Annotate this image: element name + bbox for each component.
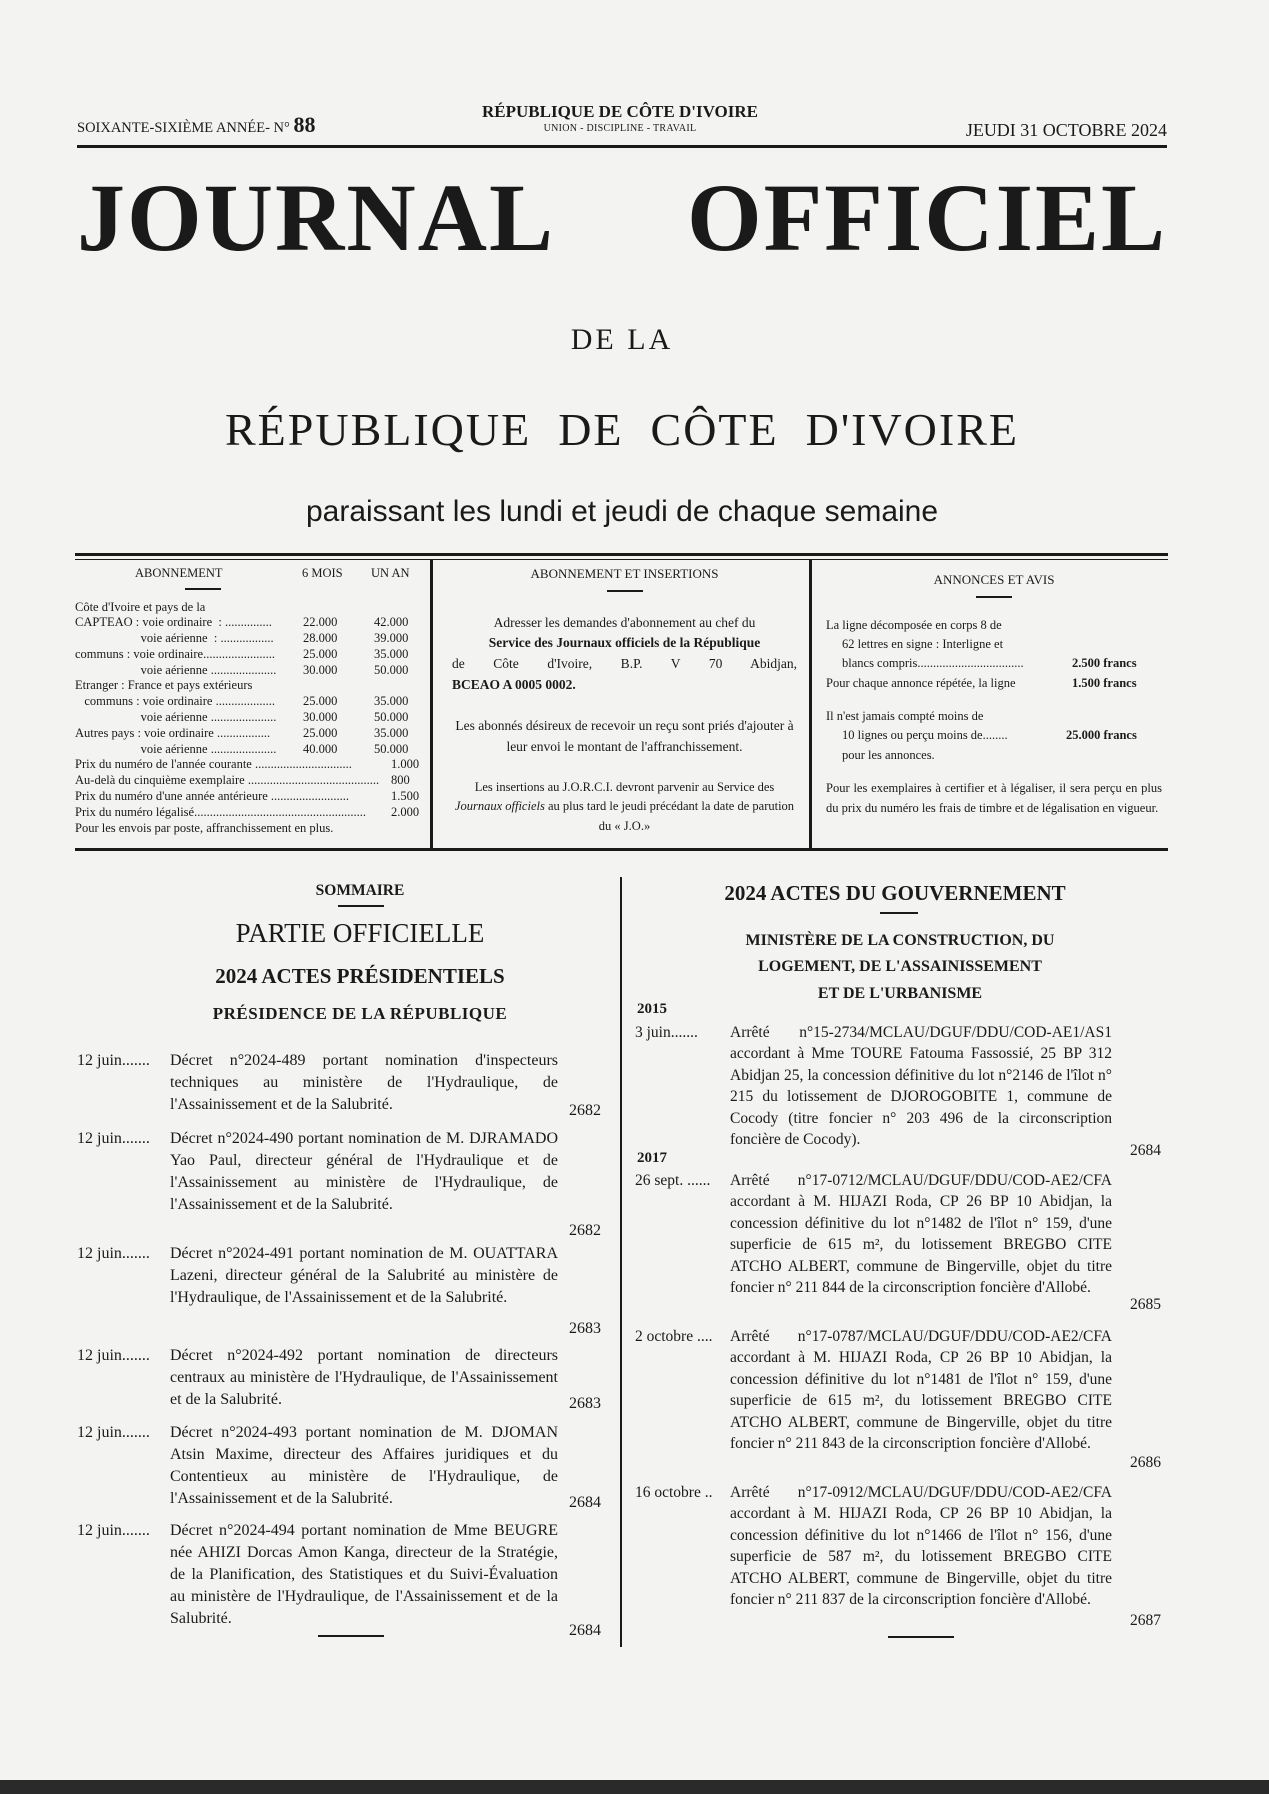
issue-year: SOIXANTE-SIXIÈME ANNÉE- N° bbox=[77, 120, 290, 136]
entry-page: 2683 bbox=[569, 1395, 601, 1412]
rate-row: Autres pays : voie ordinaire ................. 25.000 35.000 bbox=[75, 725, 409, 740]
sommaire-entry[interactable] bbox=[77, 1345, 613, 1411]
entry-date: 12 juin....... bbox=[77, 1424, 150, 1441]
republic-header bbox=[440, 102, 800, 134]
masthead-country: RÉPUBLIQUE DE CÔTE D'IVOIRE bbox=[224, 404, 1019, 455]
sommaire-entry[interactable] bbox=[77, 1243, 613, 1337]
gouvernement-entry[interactable] bbox=[635, 1170, 1170, 1320]
issue-date: JEUDI 31 OCTOBRE 2024 bbox=[965, 120, 1167, 140]
box-top-rule-thin bbox=[75, 559, 1168, 560]
entry-text: Décret n°2024-490 portant nomination de M. DJRAMADO Yao Paul, directeur général de l'Hydraulique et de l'Assainissement au ministère de l'Hydraulique, de l'Assainissement et de la Salubrité. bbox=[170, 1130, 558, 1214]
rate-row: Pour les envois par poste, affranchissement en plus. bbox=[75, 820, 334, 835]
rate-row: communs : voie ordinaire....................... 25.000 35.000 bbox=[75, 646, 409, 661]
issue-number: 88 bbox=[293, 112, 316, 137]
section-end-dash bbox=[888, 1636, 954, 1638]
gouvernement-entry[interactable] bbox=[635, 1482, 1170, 1632]
entry-page: 2684 bbox=[1130, 1142, 1161, 1159]
entry-text: Arrêté n°17-0712/MCLAU/DGUF/DDU/COD-AE2/CFA accordant à M. HIJAZI Roda, CP 26 BP 10 Abidjan, la concession définitive du lot n°1482 de l'îlot n° 159, d'une superficie de 615 m², du lotissement BREGBO CITE ATCHO ALBERT, commune de Bingerville, objet du titre foncier n° 211 844 de la circonscription foncière d'Allobé. bbox=[730, 1172, 1112, 1296]
entry-date: 3 juin....... bbox=[635, 1024, 698, 1041]
header-rule bbox=[77, 145, 1167, 148]
rate-row: voie aérienne : ................. 28.000 39.000 bbox=[75, 631, 409, 646]
entry-text: Arrêté n°17-0787/MCLAU/DGUF/DDU/COD-AE2/CFA accordant à M. HIJAZI Roda, CP 26 BP 10 Abidjan, la concession définitive du lot n°1481 de l'îlot n° 159, d'une superficie de 615 m², du lotissement BREGBO CITE ATCHO ALBERT, commune de Bingerville, objet du titre foncier n° 211 843 de la circonscription foncière d'Allobé. bbox=[730, 1328, 1112, 1452]
rate-row: Prix du numéro d'une année antérieure ......................... 1.500 bbox=[75, 789, 420, 804]
national-motto: UNION - DISCIPLINE - TRAVAIL bbox=[543, 123, 697, 134]
sommaire-entry[interactable] bbox=[77, 1128, 613, 1239]
abonnement-column bbox=[75, 566, 425, 836]
entry-page: 2682 bbox=[569, 1222, 601, 1239]
entry-date: 2 octobre .... bbox=[635, 1328, 713, 1345]
annonces-column bbox=[826, 572, 1162, 818]
entry-page: 2683 bbox=[569, 1320, 601, 1337]
entry-text: Décret n°2024-492 portant nomination de directeurs centraux au ministère de l'Hydraulique, de l'Assainissement et de la Salubrité. bbox=[170, 1347, 558, 1409]
rate-row: voie aérienne ..................... 40.000 50.000 bbox=[75, 741, 409, 756]
abonnement-heading: ABONNEMENT bbox=[135, 566, 223, 580]
ministere-heading: MINISTÈRE DE LA CONSTRUCTION, DU LOGEMENT, DE L'ASSAINISSEMENT ET DE L'URBANISME bbox=[745, 932, 1055, 1002]
entry-page: 2687 bbox=[1130, 1612, 1161, 1629]
sommaire-entry[interactable] bbox=[77, 1050, 613, 1134]
masthead-de-la: DE LA bbox=[570, 323, 674, 356]
entry-date: 12 juin....... bbox=[77, 1522, 150, 1539]
col-un-an: UN AN bbox=[371, 566, 410, 580]
insertions-deadline-note: Les insertions au J.O.R.C.I. devront parvenir au Service des Journaux officiels au plus tard le jeudi précédant la date de parution du « J.O.» bbox=[454, 780, 795, 833]
entry-text: Arrêté n°17-0912/MCLAU/DGUF/DDU/COD-AE2/CFA accordant à M. HIJAZI Roda, CP 26 BP 10 Abidjan, la concession définitive du lot n°1466 de l'îlot n° 156, d'une superficie de 587 m², du lotissement BREGBO CITE ATCHO ALBERT, commune de Bingerville, objet du titre foncier n° 211 837 de la circonscription foncière d'Allobé. bbox=[730, 1484, 1112, 1608]
partie-officielle: PARTIE OFFICIELLE bbox=[235, 918, 485, 948]
rate-row: Etranger : France et pays extérieurs bbox=[75, 678, 253, 693]
entry-date: 12 juin....... bbox=[77, 1347, 150, 1364]
actes-presidentiels: 2024 ACTES PRÉSIDENTIELS bbox=[215, 964, 505, 988]
entry-page: 2684 bbox=[569, 1494, 601, 1511]
masthead-title: JOURNAL OFFICIEL bbox=[77, 164, 1167, 271]
col-6-mois: 6 MOIS bbox=[302, 566, 343, 580]
rate-row: Prix du numéro de l'année courante ............................... 1.000 bbox=[75, 757, 420, 772]
scan-edge bbox=[0, 1780, 1269, 1794]
column-separator bbox=[620, 877, 622, 1647]
annonces-heading: ANNONCES ET AVIS bbox=[933, 572, 1055, 587]
entry-date: 12 juin....... bbox=[77, 1130, 150, 1147]
entry-page: 2686 bbox=[1130, 1454, 1161, 1471]
box-top-rule bbox=[75, 553, 1168, 556]
presidence-heading: PRÉSIDENCE DE LA RÉPUBLIQUE bbox=[212, 1004, 508, 1023]
insertions-column bbox=[452, 566, 797, 836]
rate-row: Au-delà du cinquième exemplaire .......................................... 800 bbox=[75, 773, 410, 788]
year-2015: 2015 bbox=[637, 1001, 667, 1017]
rate-row: Côte d'Ivoire et pays de la bbox=[75, 599, 206, 614]
sommaire-entry[interactable] bbox=[77, 1520, 613, 1640]
insertions-receipt-note: Les abonnés désireux de recevoir un reçu sont priés d'ajouter à leur envoi le montant de l'affranchissement. bbox=[455, 718, 794, 755]
entry-text: Arrêté n°15-2734/MCLAU/DGUF/DDU/COD-AE1/AS1 accordant à Mme TOURE Fatouma Fassossié, 25 BP 312 Abidjan 25, la concession définitive du lot n°2146 de l'îlot n° 215 du lotissement de DJOROGOBITE 1, commune de Cocody (titre foncier n° 203 496 de la circonscription foncière de Cocody). bbox=[730, 1024, 1112, 1148]
entry-text: Décret n°2024-491 portant nomination de M. OUATTARA Lazeni, directeur général de la Salubrité au ministère de l'Hydraulique, de l'Assainissement et de la Salubrité. bbox=[170, 1245, 558, 1307]
entry-text: Décret n°2024-494 portant nomination de Mme BEUGRE née AHIZI Dorcas Amon Kanga, directeur de la Stratégie, de la Planification, des Statistiques et du Suivi-Évaluation au ministère de l'Hydraulique, de l'Assainissement et de la Salubrité. bbox=[170, 1522, 558, 1628]
section-end-dash bbox=[318, 1635, 384, 1637]
entry-page: 2682 bbox=[569, 1102, 601, 1119]
entry-text: Décret n°2024-493 portant nomination de M. DJOMAN Atsin Maxime, directeur des Affaires juridiques et du Contentieux au ministère de l'Hydraulique, de l'Assainissement et de la Salubrité. bbox=[170, 1424, 558, 1508]
rate-row: Prix du numéro légalisé....................................................... 2.000 bbox=[75, 804, 420, 819]
entry-date: 16 octobre .. bbox=[635, 1484, 713, 1501]
rate-row: CAPTEAO : voie ordinaire : ............... 22.000 42.000 bbox=[75, 615, 409, 630]
entry-page: 2684 bbox=[569, 1622, 601, 1639]
actes-gouvernement: 2024 ACTES DU GOUVERNEMENT bbox=[724, 881, 1066, 905]
rate-row: communs : voie ordinaire ................... 25.000 35.000 bbox=[75, 694, 409, 709]
sommaire-entry[interactable] bbox=[77, 1422, 613, 1511]
box-divider-left bbox=[430, 559, 433, 849]
entry-text: Décret n°2024-489 portant nomination d'inspecteurs techniques au ministère de l'Hydraulique, de l'Assainissement et de la Salubrité. bbox=[170, 1052, 558, 1114]
sommaire-heading: SOMMAIRE bbox=[315, 882, 405, 899]
box-divider-right bbox=[809, 559, 812, 849]
rate-row: voie aérienne ..................... 30.000 50.000 bbox=[75, 662, 409, 677]
republic-name: RÉPUBLIQUE DE CÔTE D'IVOIRE bbox=[482, 102, 758, 121]
masthead-frequency: paraissant les lundi et jeudi de chaque semaine bbox=[305, 495, 939, 528]
year-2017: 2017 bbox=[637, 1150, 667, 1166]
entry-page: 2685 bbox=[1130, 1296, 1161, 1313]
annonces-rates: La ligne décomposée en corps 8 de 62 lettres en signe : Interligne et blancs compris.................................. 2.500 francs Pour chaque annonce répétée, la ligne 1.500 francs Il n'est jamais compté moins de 10 lignes ou perçu moins de........ 25.000 francs pour les annonces. Pour les exemplaires à certifier et à légaliser, il sera perçu en plus du prix du numéro les frais de timbre et de légalisation en vigueur. bbox=[826, 617, 1162, 815]
entry-date: 12 juin....... bbox=[77, 1052, 150, 1069]
entry-date: 26 sept. ...... bbox=[635, 1172, 711, 1189]
issue-line bbox=[77, 112, 315, 138]
insertions-heading: ABONNEMENT ET INSERTIONS bbox=[530, 566, 719, 581]
gouvernement-entry[interactable] bbox=[635, 1326, 1170, 1476]
rate-row: voie aérienne ..................... 30.000 50.000 bbox=[75, 710, 409, 725]
insertions-address: Adresser les demandes d'abonnement au chef du Service des Journaux officiels de la République de Côte d'Ivoire, B.P. V 70 Abidjan, BCEAO A 0005 0002. bbox=[452, 614, 797, 693]
box-bottom-rule bbox=[75, 848, 1168, 851]
entry-date: 12 juin....... bbox=[77, 1245, 150, 1262]
rate-table bbox=[75, 600, 425, 837]
